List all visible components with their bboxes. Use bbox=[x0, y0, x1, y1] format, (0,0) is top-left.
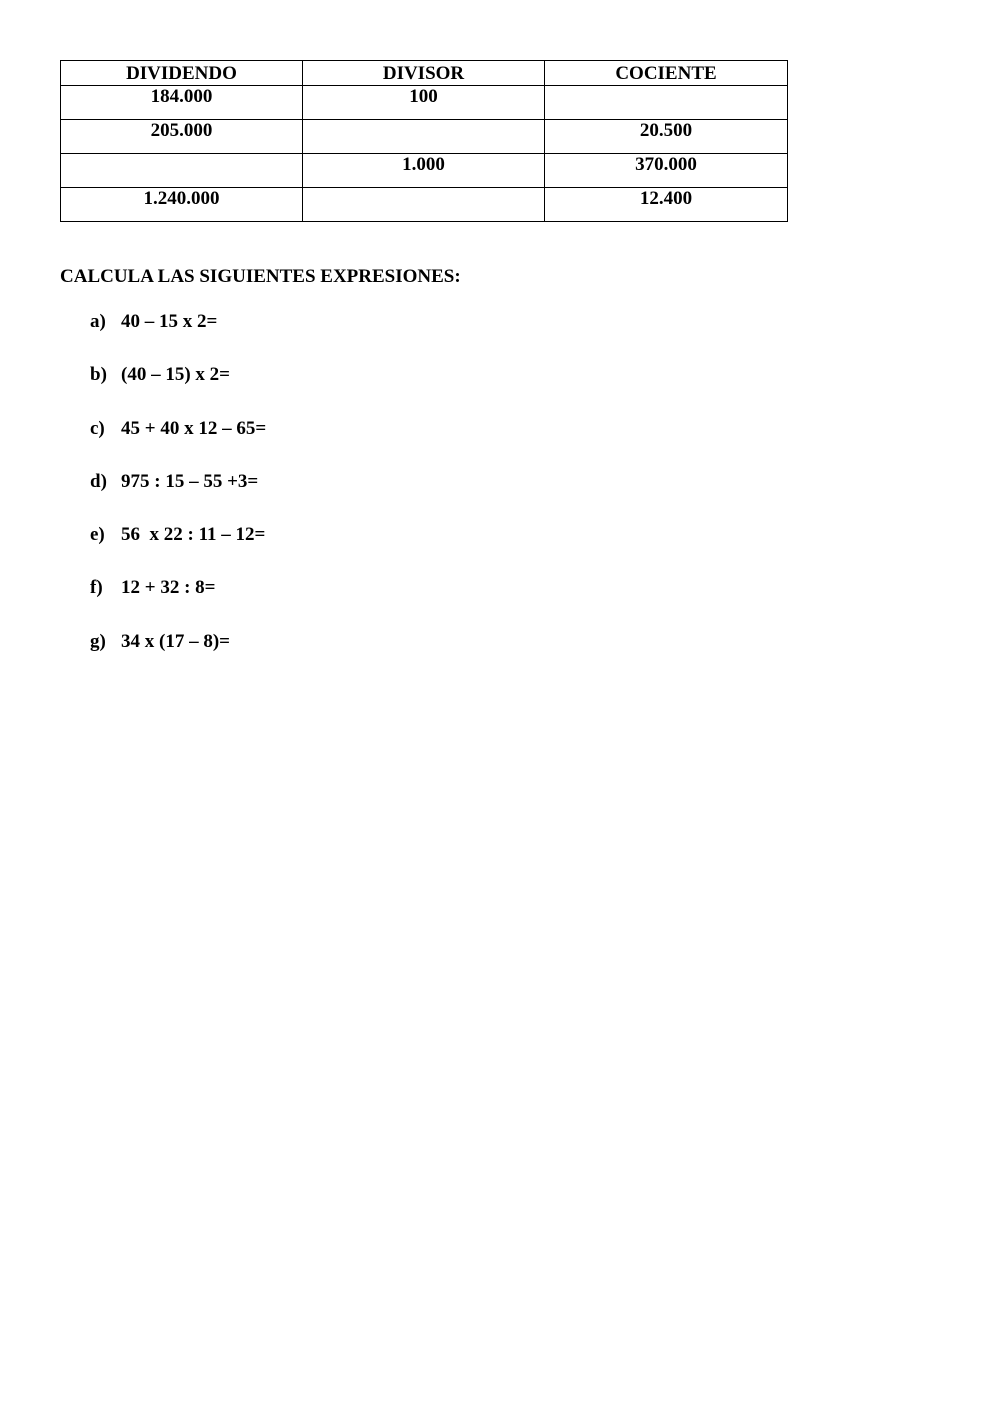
division-table bbox=[60, 60, 788, 222]
exercise-letter: d) bbox=[90, 470, 107, 492]
exercise-item bbox=[90, 630, 266, 683]
exercise-item bbox=[90, 576, 266, 629]
exercise-item bbox=[90, 523, 266, 576]
exercise-expression: 12 + 32 : 8= bbox=[121, 577, 216, 599]
cell-divisor: 1.000 bbox=[303, 154, 545, 188]
cell-cociente: 370.000 bbox=[545, 154, 788, 188]
cell-cociente: 12.400 bbox=[545, 188, 788, 222]
exercise-expression: 975 : 15 – 55 +3= bbox=[121, 470, 259, 492]
exercise-item bbox=[90, 310, 266, 363]
table-row bbox=[61, 86, 788, 120]
header-cociente: COCIENTE bbox=[545, 61, 788, 86]
exercise-expression: 40 – 15 x 2= bbox=[121, 311, 218, 332]
exercise-expression: (40 – 15) x 2= bbox=[121, 364, 230, 386]
cell-dividendo: 205.000 bbox=[61, 120, 303, 154]
table-row bbox=[61, 120, 788, 154]
cell-cociente: 20.500 bbox=[545, 120, 788, 154]
cell-cociente[interactable] bbox=[545, 86, 788, 120]
exercise-item bbox=[90, 363, 266, 416]
exercise-letter: a) bbox=[90, 311, 106, 332]
section-title: CALCULA LAS SIGUIENTES EXPRESIONES: bbox=[60, 266, 461, 287]
exercise-expression: 34 x (17 – 8)= bbox=[121, 630, 230, 652]
exercise-letter: f) bbox=[90, 577, 103, 599]
cell-dividendo[interactable] bbox=[61, 154, 303, 188]
cell-dividendo: 184.000 bbox=[61, 86, 303, 120]
exercise-list bbox=[90, 310, 266, 683]
exercise-letter: g) bbox=[90, 630, 106, 652]
exercise-letter: b) bbox=[90, 364, 107, 386]
cell-dividendo: 1.240.000 bbox=[61, 188, 303, 222]
exercise-expression: 45 + 40 x 12 – 65= bbox=[121, 417, 267, 439]
exercise-item bbox=[90, 470, 266, 523]
exercise-letter: c) bbox=[90, 417, 105, 439]
cell-divisor[interactable] bbox=[303, 120, 545, 154]
header-divisor: DIVISOR bbox=[303, 61, 545, 86]
cell-divisor[interactable] bbox=[303, 188, 545, 222]
exercise-item bbox=[90, 417, 266, 470]
table-row bbox=[61, 188, 788, 222]
header-dividendo: DIVIDENDO bbox=[61, 61, 303, 86]
exercise-expression: 56 x 22 : 11 – 12= bbox=[121, 524, 266, 546]
table-row bbox=[61, 154, 788, 188]
exercise-letter: e) bbox=[90, 524, 105, 546]
cell-divisor: 100 bbox=[303, 86, 545, 120]
table-header-row bbox=[61, 61, 788, 86]
